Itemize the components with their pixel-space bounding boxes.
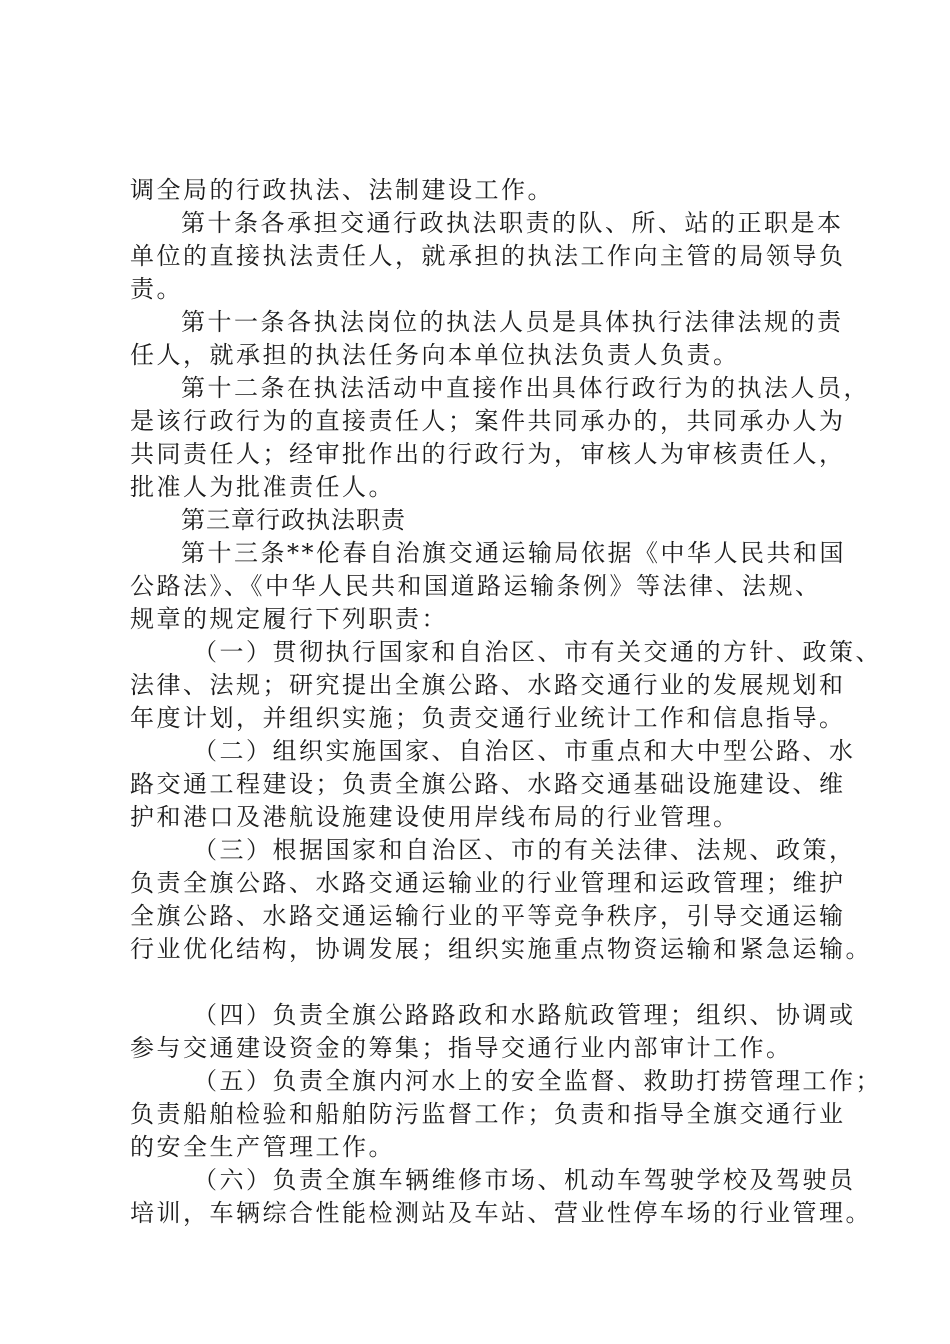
- paragraph-article-13: 第十三条**伦春自治旗交通运输局依据《中华人民共和国: [181, 539, 846, 567]
- text-line: 调全局的行政执法、法制建设工作。: [130, 176, 554, 204]
- text-line: 责。: [130, 275, 183, 303]
- chapter-heading: 第三章行政执法职责: [181, 506, 406, 534]
- list-item-3: （三）根据国家和自治区、市的有关法律、法规、政策，: [193, 836, 856, 864]
- paragraph-article-10: 第十条各承担交通行政执法职责的队、所、站的正职是本: [181, 209, 844, 237]
- text-line: 规章的规定履行下列职责：: [130, 605, 448, 633]
- text-line: 共同责任人；经审批作出的行政行为，审核人为审核责任人，: [130, 440, 846, 468]
- text-line: 负责全旗公路、水路交通运输业的行业管理和运政管理；维护: [130, 869, 846, 897]
- text-line: 单位的直接执法责任人，就承担的执法工作向主管的局领导负: [130, 242, 846, 270]
- text-line: 年度计划，并组织实施；负责交通行业统计工作和信息指导。: [130, 704, 846, 732]
- list-item-4: （四）负责全旗公路路政和水路航政管理；组织、协调或: [193, 1001, 856, 1029]
- text-line: 参与交通建设资金的筹集；指导交通行业内部审计工作。: [130, 1034, 793, 1062]
- list-item-6: （六）负责全旗车辆维修市场、机动车驾驶学校及驾驶员: [193, 1166, 856, 1194]
- list-item-1: （一）贯彻执行国家和自治区、市有关交通的方针、政策、: [193, 638, 882, 666]
- text-line: 批准人为批准责任人。: [130, 473, 395, 501]
- text-line: 全旗公路、水路交通运输行业的平等竞争秩序，引导交通运输: [130, 902, 846, 930]
- list-item-5: （五）负责全旗内河水上的安全监督、救助打捞管理工作；: [193, 1067, 882, 1095]
- text-line: 行业优化结构，协调发展；组织实施重点物资运输和紧急运输。: [130, 935, 872, 963]
- text-line: 培训，车辆综合性能检测站及车站、营业性停车场的行业管理。: [130, 1199, 872, 1227]
- paragraph-article-11: 第十一条各执法岗位的执法人员是具体执行法律法规的责: [181, 308, 844, 336]
- text-line: 法律、法规；研究提出全旗公路、水路交通行业的发展规划和: [130, 671, 846, 699]
- paragraph-article-12: 第十二条在执法活动中直接作出具体行政行为的执法人员，: [181, 374, 870, 402]
- text-line: 公路法》、《中华人民共和国道路运输条例》等法律、法规、: [130, 572, 822, 600]
- text-line: 路交通工程建设；负责全旗公路、水路交通基础设施建设、维: [130, 770, 846, 798]
- list-item-2: （二）组织实施国家、自治区、市重点和大中型公路、水: [193, 737, 856, 765]
- text-line: 的安全生产管理工作。: [130, 1133, 395, 1161]
- text-line: 是该行政行为的直接责任人；案件共同承办的，共同承办人为: [130, 407, 846, 435]
- text-line: 任人，就承担的执法任务向本单位执法负责人负责。: [130, 341, 740, 369]
- text-line: 负责船舶检验和船舶防污监督工作；负责和指导全旗交通行业: [130, 1100, 846, 1128]
- text-line: 护和港口及港航设施建设使用岸线布局的行业管理。: [130, 803, 740, 831]
